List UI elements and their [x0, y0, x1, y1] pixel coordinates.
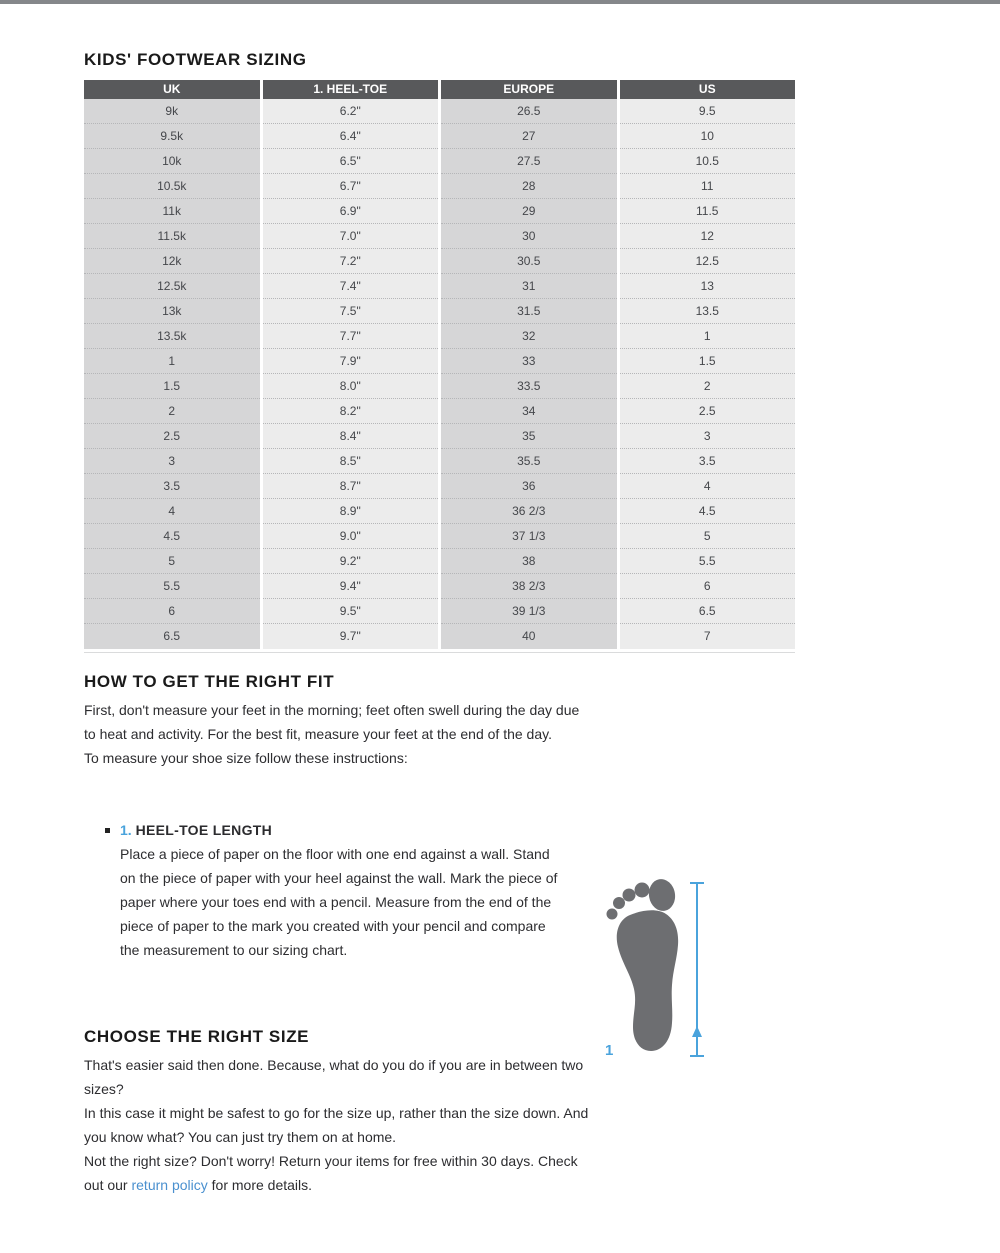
table-cell: 6.5: [620, 599, 796, 624]
table-cell: 3: [620, 424, 796, 449]
measurement-arrow-icon: [692, 1026, 702, 1037]
table-cell: 3.5: [84, 474, 260, 499]
table-header-cell: UK: [84, 80, 260, 99]
table-bottom-border: [84, 652, 795, 653]
step-instructions: Place a piece of paper on the floor with one end against a wall. Stand on the piece of paper with your heel against the wall. Mark the piece of paper where your toes end with a pencil. Measure from the end of the piece of paper to the mark you created with your pencil and compare the measurement to our sizing chart.: [120, 846, 558, 958]
choose-paragraph-3: [84, 1149, 589, 1197]
table-row: [84, 574, 795, 599]
table-cell: 13.5: [620, 299, 796, 324]
table-cell: 7.2": [263, 249, 439, 274]
table-cell: 9.5k: [84, 124, 260, 149]
table-cell: 35: [441, 424, 617, 449]
table-cell: 11k: [84, 199, 260, 224]
fit-section-text: [84, 698, 589, 770]
table-row: [84, 549, 795, 574]
table-cell: 4: [84, 499, 260, 524]
table-cell: 8.9": [263, 499, 439, 524]
table-cell: 8.5": [263, 449, 439, 474]
table-cell: 39 1/3: [441, 599, 617, 624]
kids-footwear-sizing-table: [84, 80, 795, 649]
table-cell: 6.5": [263, 149, 439, 174]
diagram-step-label: 1: [605, 1042, 614, 1059]
table-cell: 5: [620, 524, 796, 549]
table-cell: 6: [620, 574, 796, 599]
table-row: [84, 299, 795, 324]
table-cell: 1.5: [620, 349, 796, 374]
table-row: [84, 124, 795, 149]
table-row: [84, 424, 795, 449]
table-cell: 6.9": [263, 199, 439, 224]
table-cell: 33.5: [441, 374, 617, 399]
table-cell: 31: [441, 274, 617, 299]
table-cell: 7: [620, 624, 796, 649]
table-cell: 9.5": [263, 599, 439, 624]
table-cell: 36 2/3: [441, 499, 617, 524]
step-number: 1.: [120, 822, 132, 838]
table-row: [84, 99, 795, 124]
table-cell: 13: [620, 274, 796, 299]
choose-section-text: [84, 1053, 589, 1197]
table-cell: 8.0": [263, 374, 439, 399]
table-row: [84, 474, 795, 499]
choose-paragraph-3-before: Not the right size? Don't worry! Return your items for free within 30 days. Check out our: [84, 1153, 578, 1193]
table-cell: 38 2/3: [441, 574, 617, 599]
table-cell: 27: [441, 124, 617, 149]
table-cell: 10: [620, 124, 796, 149]
table-cell: 33: [441, 349, 617, 374]
page-title: KIDS' FOOTWEAR SIZING: [84, 50, 307, 69]
table-cell: 12.5k: [84, 274, 260, 299]
table-cell: 30.5: [441, 249, 617, 274]
table-cell: 8.7": [263, 474, 439, 499]
choose-paragraph-2: In this case it might be safest to go for the size up, rather than the size down. And you know what? You can just try them on at home.: [84, 1105, 589, 1145]
table-row: [84, 624, 795, 649]
table-cell: 26.5: [441, 99, 617, 124]
foot-measurement-diagram: [596, 874, 711, 1066]
table-cell: 36: [441, 474, 617, 499]
choose-paragraph-1: That's easier said then done. Because, what do you do if you are in between two sizes?: [84, 1057, 584, 1097]
table-cell: 2: [84, 399, 260, 424]
table-row: [84, 349, 795, 374]
table-row: [84, 274, 795, 299]
table-cell: 12: [620, 224, 796, 249]
table-cell: 9.5: [620, 99, 796, 124]
choose-section-heading: CHOOSE THE RIGHT SIZE: [84, 1027, 310, 1046]
table-cell: 1.5: [84, 374, 260, 399]
table-cell: 30: [441, 224, 617, 249]
table-row: [84, 599, 795, 624]
table-row: [84, 224, 795, 249]
step-heading: [105, 819, 272, 841]
table-cell: 7.7": [263, 324, 439, 349]
table-cell: 34: [441, 399, 617, 424]
table-body: [84, 99, 795, 649]
table-row: [84, 449, 795, 474]
table-cell: 10k: [84, 149, 260, 174]
table-cell: 31.5: [441, 299, 617, 324]
table-cell: 2: [620, 374, 796, 399]
top-divider-bar: [0, 0, 1000, 4]
table-cell: 37 1/3: [441, 524, 617, 549]
table-cell: 40: [441, 624, 617, 649]
table-cell: 13.5k: [84, 324, 260, 349]
table-cell: 11: [620, 174, 796, 199]
table-cell: 6: [84, 599, 260, 624]
table-cell: 9.2": [263, 549, 439, 574]
table-row: [84, 324, 795, 349]
table-row: [84, 249, 795, 274]
table-cell: 1: [620, 324, 796, 349]
table-cell: 6.5: [84, 624, 260, 649]
table-cell: 9.0": [263, 524, 439, 549]
table-cell: 8.2": [263, 399, 439, 424]
table-cell: 2.5: [620, 399, 796, 424]
table-row: [84, 199, 795, 224]
table-cell: 7.0": [263, 224, 439, 249]
table-cell: 4: [620, 474, 796, 499]
table-row: [84, 499, 795, 524]
table-header-cell: US: [620, 80, 796, 99]
table-row: [84, 374, 795, 399]
table-cell: 9.4": [263, 574, 439, 599]
table-row: [84, 524, 795, 549]
table-cell: 6.4": [263, 124, 439, 149]
table-cell: 4.5: [620, 499, 796, 524]
table-cell: 10.5k: [84, 174, 260, 199]
table-row: [84, 149, 795, 174]
step-title: HEEL-TOE LENGTH: [135, 822, 273, 838]
table-cell: 2.5: [84, 424, 260, 449]
table-cell: 5.5: [620, 549, 796, 574]
table-cell: 8.4": [263, 424, 439, 449]
table-cell: 11.5: [620, 199, 796, 224]
table-cell: 5.5: [84, 574, 260, 599]
table-cell: 29: [441, 199, 617, 224]
table-cell: 7.5": [263, 299, 439, 324]
table-cell: 10.5: [620, 149, 796, 174]
table-row: [84, 174, 795, 199]
table-cell: 12.5: [620, 249, 796, 274]
table-cell: 3: [84, 449, 260, 474]
table-cell: 7.4": [263, 274, 439, 299]
table-cell: 6.7": [263, 174, 439, 199]
table-cell: 38: [441, 549, 617, 574]
return-policy-link[interactable]: return policy: [131, 1177, 208, 1193]
table-cell: 32: [441, 324, 617, 349]
table-header-cell: 1. HEEL-TOE: [263, 80, 439, 99]
bullet-square-icon: [105, 828, 110, 833]
table-header-cell: EUROPE: [441, 80, 617, 99]
table-row: [84, 399, 795, 424]
foot-silhouette-icon: [607, 877, 679, 1051]
table-cell: 4.5: [84, 524, 260, 549]
table-cell: 3.5: [620, 449, 796, 474]
table-cell: 5: [84, 549, 260, 574]
table-cell: 11.5k: [84, 224, 260, 249]
table-cell: 13k: [84, 299, 260, 324]
table-cell: 28: [441, 174, 617, 199]
table-cell: 9.7": [263, 624, 439, 649]
table-cell: 1: [84, 349, 260, 374]
choose-paragraph-3-after: for more details.: [207, 1177, 313, 1193]
table-cell: 35.5: [441, 449, 617, 474]
fit-paragraph-1: First, don't measure your feet in the morning; feet often swell during the day due to heat and activity. For the best fit, measure your feet at the end of the day.: [84, 702, 580, 742]
table-header-row: [84, 80, 795, 99]
fit-section-heading: HOW TO GET THE RIGHT FIT: [84, 672, 335, 691]
table-cell: 9k: [84, 99, 260, 124]
fit-paragraph-2: To measure your shoe size follow these instructions:: [84, 750, 408, 766]
table-cell: 6.2": [263, 99, 439, 124]
table-cell: 7.9": [263, 349, 439, 374]
table-cell: 12k: [84, 249, 260, 274]
table-cell: 27.5: [441, 149, 617, 174]
